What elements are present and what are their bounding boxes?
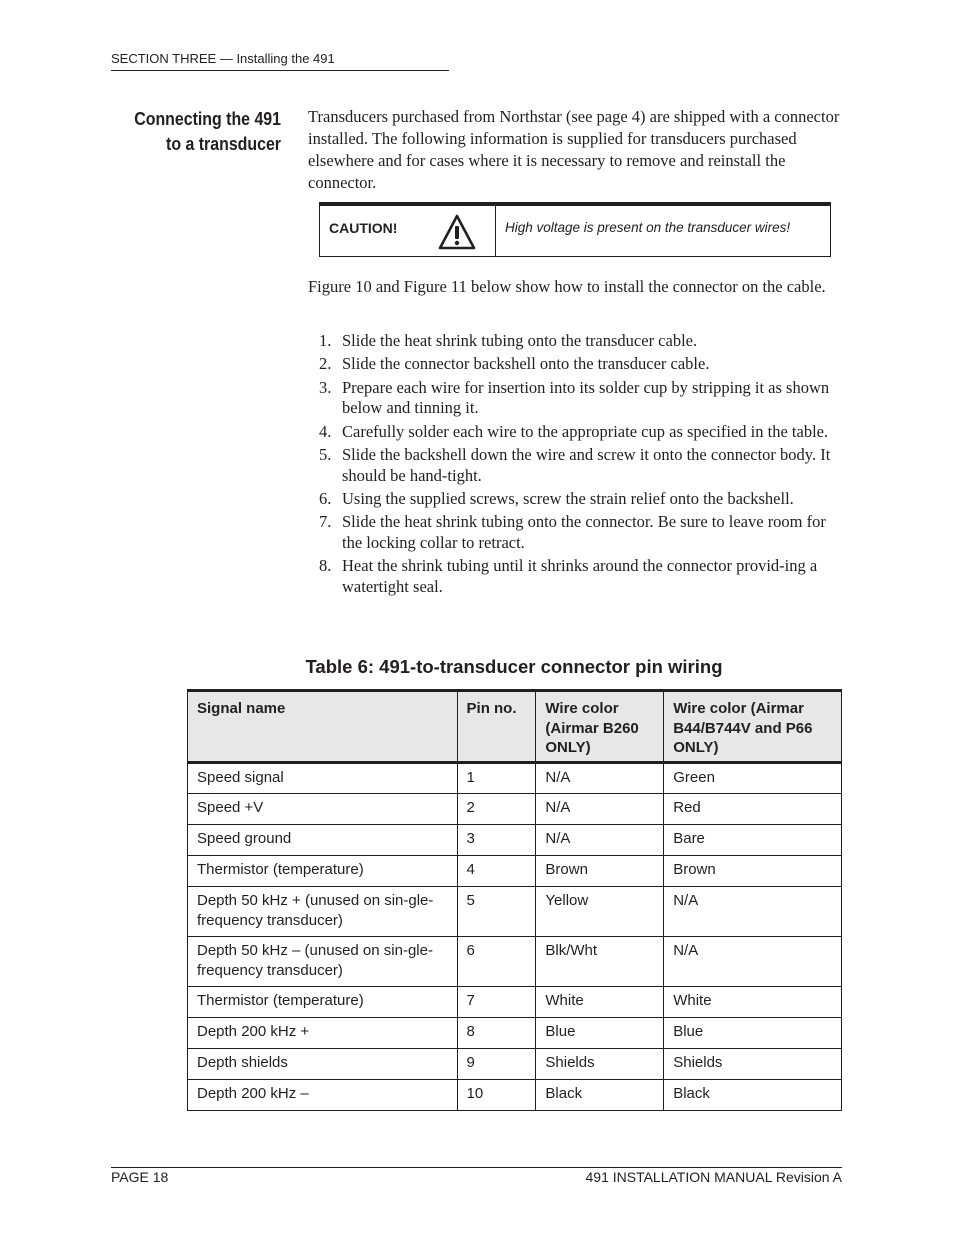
table-row [188, 825, 842, 856]
step-item [314, 512, 844, 553]
cell-pin-no: 4 [457, 856, 536, 887]
cell-wire-color-b44: Red [664, 794, 842, 825]
intro-paragraph: Transducers purchased from Northstar (see page 4) are shipped with a connector installed. The following information is supplied for transducers purchased elsewhere and for cases where it is necessary to remove and reinstall the connector. [308, 107, 840, 192]
step-text: Prepare each wire for insertion into its solder cup by stripping it as shown below and tinning it. [342, 377, 830, 418]
cell-wire-color-b260: White [536, 987, 664, 1018]
cell-wire-color-b44: White [664, 987, 842, 1018]
step-text: Carefully solder each wire to the appropriate cup as specified in the table. [342, 421, 829, 441]
step-number: 4. [319, 421, 332, 441]
cell-wire-color-b44: Bare [664, 825, 842, 856]
cell-pin-no: 2 [457, 794, 536, 825]
cell-pin-no: 9 [457, 1049, 536, 1080]
cell-wire-color-b44: Green [664, 763, 842, 794]
step-item [314, 489, 844, 510]
cell-wire-color-b260: Blk/Wht [536, 937, 664, 987]
step-number: 3. [319, 377, 332, 397]
cell-wire-color-b44: Brown [664, 856, 842, 887]
caution-text: High voltage is present on the transducer wires! [505, 220, 791, 235]
step-number: 7. [319, 512, 332, 532]
table-row [188, 1018, 842, 1049]
table-row [188, 1049, 842, 1080]
cell-signal-name: Thermistor (temperature) [188, 987, 458, 1018]
step-item [314, 445, 844, 486]
step-text: Slide the connector backshell onto the transducer cable. [342, 354, 710, 374]
table-row [188, 794, 842, 825]
page-number: PAGE 18 [111, 1169, 169, 1185]
cell-wire-color-b260: N/A [536, 794, 664, 825]
step-item [314, 378, 844, 419]
caution-box [319, 202, 831, 257]
step-number: 2. [319, 354, 332, 374]
header-wire-color-b260: Wire color (Airmar B260 ONLY) [536, 691, 664, 763]
cell-pin-no: 5 [457, 887, 536, 937]
figure-note: Figure 10 and Figure 11 below show how to install the connector on the cable. [308, 277, 826, 296]
table-row [188, 1080, 842, 1111]
table-row [188, 856, 842, 887]
cell-wire-color-b260: Blue [536, 1018, 664, 1049]
step-item [314, 556, 844, 597]
step-text: Heat the shrink tubing until it shrinks around the connector provid-ing a watertight seal. [342, 556, 818, 596]
caution-label: CAUTION! [329, 220, 398, 236]
cell-signal-name: Thermistor (temperature) [188, 856, 458, 887]
step-text: Slide the heat shrink tubing onto the connector. Be sure to leave room for the locking collar to retract. [342, 512, 826, 552]
cell-wire-color-b44: Shields [664, 1049, 842, 1080]
warning-triangle-icon [438, 214, 476, 250]
step-number: 8. [319, 556, 332, 576]
section-heading [125, 106, 281, 156]
cell-signal-name: Depth 200 kHz + [188, 1018, 458, 1049]
header-wire-color-b44: Wire color (Airmar B44/B744V and P66 ONLY) [664, 691, 842, 763]
cell-pin-no: 10 [457, 1080, 536, 1111]
cell-wire-color-b260: Black [536, 1080, 664, 1111]
step-text: Slide the backshell down the wire and screw it onto the connector body. It should be hand-tight. [342, 445, 831, 485]
cell-signal-name: Speed signal [188, 763, 458, 794]
cell-wire-color-b260: N/A [536, 763, 664, 794]
caution-label-cell [320, 206, 496, 256]
step-number: 6. [319, 488, 332, 508]
cell-signal-name: Depth 50 kHz – (unused on sin-gle-frequency transducer) [188, 937, 458, 987]
cell-signal-name: Speed ground [188, 825, 458, 856]
cell-signal-name: Speed +V [188, 794, 458, 825]
table-row [188, 887, 842, 937]
cell-wire-color-b260: N/A [536, 825, 664, 856]
table-row [188, 763, 842, 794]
step-number: 5. [319, 445, 332, 465]
cell-wire-color-b260: Brown [536, 856, 664, 887]
footer-rule [111, 1167, 842, 1168]
pin-wiring-table [187, 689, 842, 1111]
running-head: SECTION THREE — Installing the 491 [111, 51, 449, 71]
step-item [314, 422, 844, 443]
section-heading-line-2: to a transducer [166, 133, 281, 154]
cell-pin-no: 7 [457, 987, 536, 1018]
cell-wire-color-b260: Shields [536, 1049, 664, 1080]
cell-wire-color-b44: Blue [664, 1018, 842, 1049]
step-item [314, 354, 844, 375]
table-header-row [188, 691, 842, 763]
installation-steps [314, 331, 844, 600]
cell-wire-color-b44: Black [664, 1080, 842, 1111]
cell-pin-no: 3 [457, 825, 536, 856]
step-item [314, 331, 844, 352]
cell-signal-name: Depth shields [188, 1049, 458, 1080]
table-row [188, 937, 842, 987]
cell-wire-color-b44: N/A [664, 887, 842, 937]
manual-title: 491 INSTALLATION MANUAL Revision A [585, 1169, 842, 1185]
header-pin-no: Pin no. [457, 691, 536, 763]
step-number: 1. [319, 331, 332, 350]
table-caption: Table 6: 491-to-transducer connector pin wiring [305, 656, 723, 677]
cell-signal-name: Depth 200 kHz – [188, 1080, 458, 1111]
header-signal-name: Signal name [188, 691, 458, 763]
table-row [188, 987, 842, 1018]
cell-wire-color-b260: Yellow [536, 887, 664, 937]
cell-pin-no: 8 [457, 1018, 536, 1049]
section-heading-line-1: Connecting the 491 [134, 108, 281, 129]
cell-signal-name: Depth 50 kHz + (unused on sin-gle-frequency transducer) [188, 887, 458, 937]
cell-wire-color-b44: N/A [664, 937, 842, 987]
cell-pin-no: 6 [457, 937, 536, 987]
step-text: Using the supplied screws, screw the strain relief onto the backshell. [342, 488, 794, 508]
cell-pin-no: 1 [457, 763, 536, 794]
step-text: Slide the heat shrink tubing onto the transducer cable. [342, 331, 698, 350]
